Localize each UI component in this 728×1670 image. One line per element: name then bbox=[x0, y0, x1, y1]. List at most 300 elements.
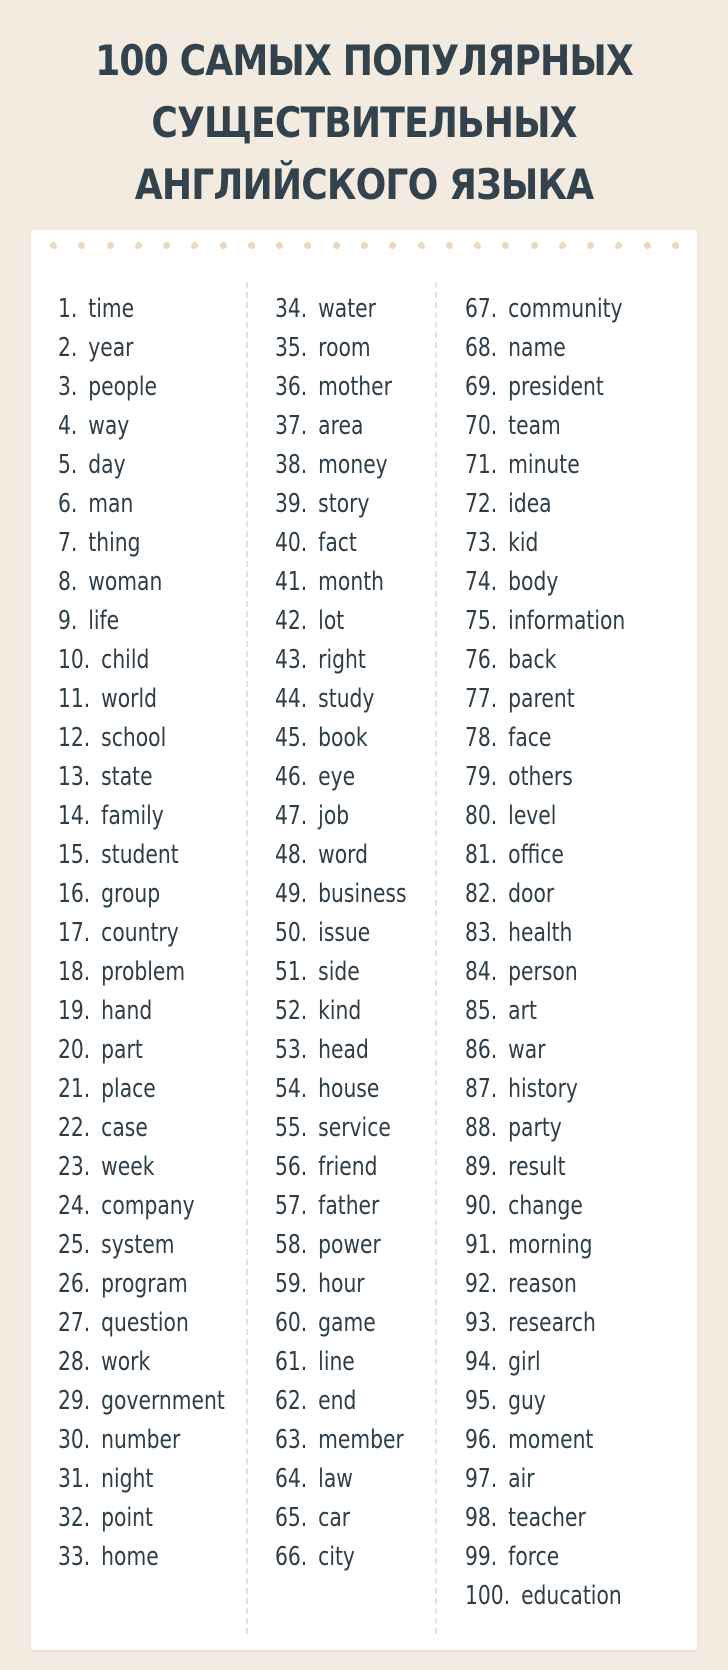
item-word: state bbox=[101, 762, 153, 792]
item-number: 28. bbox=[58, 1347, 91, 1377]
item-number: 12. bbox=[58, 723, 91, 753]
item-word: week bbox=[101, 1152, 155, 1182]
list-item bbox=[275, 914, 370, 953]
item-word: lot bbox=[318, 606, 345, 636]
list-item bbox=[58, 1382, 225, 1421]
list-item bbox=[465, 1226, 593, 1265]
item-number: 85. bbox=[465, 996, 498, 1026]
item-number: 30. bbox=[58, 1425, 91, 1455]
item-word: child bbox=[101, 645, 150, 675]
list-item bbox=[275, 1109, 391, 1148]
binding-hole bbox=[304, 242, 311, 249]
item-number: 16. bbox=[58, 879, 91, 909]
item-word: right bbox=[318, 645, 366, 675]
item-number: 3. bbox=[58, 372, 78, 402]
item-word: hand bbox=[101, 996, 153, 1026]
list-item bbox=[465, 368, 604, 407]
item-number: 46. bbox=[275, 762, 308, 792]
list-item bbox=[465, 875, 554, 914]
list-item bbox=[465, 1187, 583, 1226]
list-item bbox=[465, 602, 625, 641]
item-number: 43. bbox=[275, 645, 308, 675]
item-word: system bbox=[101, 1230, 175, 1260]
item-number: 76. bbox=[465, 645, 498, 675]
item-word: mother bbox=[318, 372, 392, 402]
binding-holes bbox=[31, 242, 697, 254]
list-item bbox=[58, 992, 152, 1031]
item-word: book bbox=[318, 723, 368, 753]
list-item bbox=[275, 1304, 376, 1343]
item-number: 56. bbox=[275, 1152, 308, 1182]
item-word: way bbox=[88, 411, 130, 441]
item-number: 71. bbox=[465, 450, 498, 480]
item-number: 14. bbox=[58, 801, 91, 831]
list-item bbox=[275, 1382, 356, 1421]
item-word: question bbox=[101, 1308, 189, 1338]
item-number: 97. bbox=[465, 1464, 498, 1494]
item-number: 100. bbox=[465, 1581, 511, 1611]
item-word: number bbox=[101, 1425, 181, 1455]
item-word: job bbox=[318, 801, 350, 831]
item-word: business bbox=[318, 879, 407, 909]
list-item bbox=[465, 329, 566, 368]
item-number: 69. bbox=[465, 372, 498, 402]
item-word: law bbox=[318, 1464, 353, 1494]
item-number: 48. bbox=[275, 840, 308, 870]
item-number: 65. bbox=[275, 1503, 308, 1533]
item-word: word bbox=[318, 840, 369, 870]
item-word: education bbox=[521, 1581, 622, 1611]
item-word: guy bbox=[508, 1386, 546, 1416]
item-number: 11. bbox=[58, 684, 91, 714]
list-item bbox=[465, 524, 538, 563]
list-item bbox=[275, 329, 371, 368]
item-number: 81. bbox=[465, 840, 498, 870]
item-word: name bbox=[508, 333, 566, 363]
list-item bbox=[465, 1382, 546, 1421]
item-number: 78. bbox=[465, 723, 498, 753]
item-number: 9. bbox=[58, 606, 78, 636]
item-word: night bbox=[101, 1464, 154, 1494]
item-word: world bbox=[101, 684, 158, 714]
item-word: country bbox=[101, 918, 179, 948]
list-item bbox=[465, 1421, 593, 1460]
item-number: 95. bbox=[465, 1386, 498, 1416]
item-word: party bbox=[508, 1113, 562, 1143]
list-item bbox=[465, 1148, 566, 1187]
list-item bbox=[275, 1148, 377, 1187]
list-item bbox=[58, 836, 179, 875]
item-number: 42. bbox=[275, 606, 308, 636]
item-number: 24. bbox=[58, 1191, 91, 1221]
list-item bbox=[465, 953, 578, 992]
list-item bbox=[275, 602, 344, 641]
item-word: room bbox=[318, 333, 371, 363]
list-item bbox=[58, 641, 149, 680]
list-item bbox=[465, 290, 623, 329]
item-word: end bbox=[318, 1386, 357, 1416]
binding-hole bbox=[248, 242, 255, 249]
item-word: war bbox=[508, 1035, 546, 1065]
item-word: year bbox=[88, 333, 134, 363]
item-number: 84. bbox=[465, 957, 498, 987]
item-number: 19. bbox=[58, 996, 91, 1026]
list-item bbox=[58, 290, 134, 329]
list-item bbox=[58, 914, 179, 953]
list-item bbox=[275, 680, 374, 719]
notepad-sheet bbox=[31, 230, 697, 1650]
list-item bbox=[275, 1421, 404, 1460]
list-item bbox=[275, 1031, 369, 1070]
item-number: 5. bbox=[58, 450, 78, 480]
list-item bbox=[275, 407, 363, 446]
list-item bbox=[465, 407, 561, 446]
list-item bbox=[58, 407, 129, 446]
item-word: face bbox=[508, 723, 552, 753]
item-word: home bbox=[101, 1542, 159, 1572]
binding-hole bbox=[50, 242, 57, 249]
list-item bbox=[58, 446, 126, 485]
item-word: change bbox=[508, 1191, 583, 1221]
item-word: air bbox=[508, 1464, 535, 1494]
list-item bbox=[58, 1499, 153, 1538]
binding-hole bbox=[474, 242, 481, 249]
item-word: work bbox=[101, 1347, 151, 1377]
list-item bbox=[465, 914, 572, 953]
item-number: 33. bbox=[58, 1542, 91, 1572]
list-item bbox=[275, 368, 392, 407]
item-number: 86. bbox=[465, 1035, 498, 1065]
list-item bbox=[465, 1304, 596, 1343]
list-item bbox=[275, 641, 366, 680]
item-word: study bbox=[318, 684, 375, 714]
item-number: 20. bbox=[58, 1035, 91, 1065]
binding-hole bbox=[502, 242, 509, 249]
item-number: 70. bbox=[465, 411, 498, 441]
list-item bbox=[465, 1499, 586, 1538]
list-item bbox=[275, 485, 369, 524]
list-item bbox=[58, 1226, 175, 1265]
item-word: issue bbox=[318, 918, 371, 948]
item-number: 39. bbox=[275, 489, 308, 519]
item-number: 26. bbox=[58, 1269, 91, 1299]
item-number: 54. bbox=[275, 1074, 308, 1104]
item-word: parent bbox=[508, 684, 575, 714]
item-word: school bbox=[101, 723, 167, 753]
list-item bbox=[58, 680, 157, 719]
binding-hole bbox=[559, 242, 566, 249]
item-word: community bbox=[508, 294, 623, 324]
item-word: thing bbox=[88, 528, 141, 558]
item-word: idea bbox=[508, 489, 552, 519]
item-word: minute bbox=[508, 450, 580, 480]
list-item bbox=[275, 1070, 379, 1109]
list-item bbox=[465, 797, 556, 836]
item-number: 91. bbox=[465, 1230, 498, 1260]
item-number: 21. bbox=[58, 1074, 91, 1104]
item-number: 67. bbox=[465, 294, 498, 324]
list-item bbox=[58, 719, 166, 758]
item-word: teacher bbox=[508, 1503, 586, 1533]
item-number: 41. bbox=[275, 567, 308, 597]
list-item bbox=[275, 1499, 350, 1538]
item-number: 45. bbox=[275, 723, 308, 753]
item-word: company bbox=[101, 1191, 195, 1221]
binding-hole bbox=[615, 242, 622, 249]
list-item bbox=[465, 992, 537, 1031]
item-word: game bbox=[318, 1308, 376, 1338]
page-title bbox=[0, 30, 728, 216]
item-number: 62. bbox=[275, 1386, 308, 1416]
list-item bbox=[465, 446, 580, 485]
list-item bbox=[465, 719, 551, 758]
item-word: body bbox=[508, 567, 559, 597]
list-item bbox=[58, 875, 160, 914]
item-number: 94. bbox=[465, 1347, 498, 1377]
item-word: back bbox=[508, 645, 557, 675]
list-item bbox=[275, 797, 349, 836]
item-number: 58. bbox=[275, 1230, 308, 1260]
list-item bbox=[465, 1109, 562, 1148]
item-word: service bbox=[318, 1113, 391, 1143]
item-word: program bbox=[101, 1269, 188, 1299]
item-number: 66. bbox=[275, 1542, 308, 1572]
list-item bbox=[58, 1421, 180, 1460]
item-word: city bbox=[318, 1542, 355, 1572]
item-word: line bbox=[318, 1347, 355, 1377]
item-number: 4. bbox=[58, 411, 78, 441]
item-word: group bbox=[101, 879, 161, 909]
item-word: side bbox=[318, 957, 360, 987]
binding-hole bbox=[587, 242, 594, 249]
item-number: 23. bbox=[58, 1152, 91, 1182]
item-number: 40. bbox=[275, 528, 308, 558]
column-divider-2 bbox=[435, 282, 437, 1634]
item-number: 63. bbox=[275, 1425, 308, 1455]
item-number: 7. bbox=[58, 528, 78, 558]
item-number: 50. bbox=[275, 918, 308, 948]
item-number: 75. bbox=[465, 606, 498, 636]
item-number: 60. bbox=[275, 1308, 308, 1338]
item-word: woman bbox=[88, 567, 163, 597]
item-word: place bbox=[101, 1074, 156, 1104]
item-number: 17. bbox=[58, 918, 91, 948]
item-number: 57. bbox=[275, 1191, 308, 1221]
title-line-1: 100 САМЫХ ПОПУЛЯРНЫХ bbox=[95, 36, 633, 85]
binding-hole bbox=[135, 242, 142, 249]
item-word: area bbox=[318, 411, 364, 441]
title-line-3: АНГЛИЙСКОГО ЯЗЫКА bbox=[134, 160, 594, 209]
binding-hole bbox=[446, 242, 453, 249]
item-number: 64. bbox=[275, 1464, 308, 1494]
list-item bbox=[275, 1265, 365, 1304]
list-item bbox=[58, 1265, 188, 1304]
item-word: power bbox=[318, 1230, 381, 1260]
list-item bbox=[58, 953, 185, 992]
list-item bbox=[58, 1031, 143, 1070]
list-item bbox=[275, 290, 376, 329]
binding-hole bbox=[163, 242, 170, 249]
item-number: 72. bbox=[465, 489, 498, 519]
item-number: 29. bbox=[58, 1386, 91, 1416]
item-word: father bbox=[318, 1191, 380, 1221]
list-item bbox=[275, 953, 360, 992]
item-word: information bbox=[508, 606, 626, 636]
item-number: 36. bbox=[275, 372, 308, 402]
item-number: 38. bbox=[275, 450, 308, 480]
item-word: car bbox=[318, 1503, 351, 1533]
list-item bbox=[58, 524, 140, 563]
list-item bbox=[58, 1109, 148, 1148]
column-divider-1 bbox=[246, 282, 248, 1634]
item-word: head bbox=[318, 1035, 369, 1065]
list-item bbox=[58, 602, 119, 641]
list-item bbox=[58, 1460, 153, 1499]
item-number: 34. bbox=[275, 294, 308, 324]
item-number: 88. bbox=[465, 1113, 498, 1143]
item-word: money bbox=[318, 450, 388, 480]
item-word: story bbox=[318, 489, 370, 519]
item-number: 90. bbox=[465, 1191, 498, 1221]
item-word: case bbox=[101, 1113, 148, 1143]
list-item bbox=[58, 368, 157, 407]
item-number: 35. bbox=[275, 333, 308, 363]
list-item bbox=[275, 758, 355, 797]
list-item bbox=[465, 1538, 559, 1577]
list-item bbox=[58, 563, 162, 602]
item-number: 37. bbox=[275, 411, 308, 441]
list-item bbox=[58, 1343, 150, 1382]
item-word: problem bbox=[101, 957, 186, 987]
item-number: 59. bbox=[275, 1269, 308, 1299]
item-word: house bbox=[318, 1074, 380, 1104]
item-number: 49. bbox=[275, 879, 308, 909]
list-item bbox=[275, 836, 368, 875]
list-item bbox=[58, 485, 133, 524]
list-item bbox=[465, 1577, 622, 1616]
item-number: 79. bbox=[465, 762, 498, 792]
item-word: research bbox=[508, 1308, 596, 1338]
item-word: eye bbox=[318, 762, 356, 792]
item-word: member bbox=[318, 1425, 404, 1455]
item-word: part bbox=[101, 1035, 143, 1065]
binding-hole bbox=[333, 242, 340, 249]
item-word: team bbox=[508, 411, 561, 441]
list-item bbox=[275, 524, 357, 563]
binding-hole bbox=[531, 242, 538, 249]
item-word: day bbox=[88, 450, 126, 480]
item-number: 32. bbox=[58, 1503, 91, 1533]
list-item bbox=[275, 1538, 355, 1577]
item-number: 74. bbox=[465, 567, 498, 597]
list-item bbox=[465, 1265, 577, 1304]
item-word: door bbox=[508, 879, 555, 909]
item-word: fact bbox=[318, 528, 357, 558]
item-number: 2. bbox=[58, 333, 78, 363]
binding-hole bbox=[276, 242, 283, 249]
item-word: moment bbox=[508, 1425, 594, 1455]
item-number: 99. bbox=[465, 1542, 498, 1572]
item-word: kid bbox=[508, 528, 539, 558]
item-word: level bbox=[508, 801, 557, 831]
binding-hole bbox=[418, 242, 425, 249]
item-word: man bbox=[88, 489, 134, 519]
binding-hole bbox=[107, 242, 114, 249]
binding-hole bbox=[361, 242, 368, 249]
item-number: 82. bbox=[465, 879, 498, 909]
binding-hole bbox=[644, 242, 651, 249]
item-number: 55. bbox=[275, 1113, 308, 1143]
item-word: result bbox=[508, 1152, 566, 1182]
list-item bbox=[58, 797, 164, 836]
item-number: 93. bbox=[465, 1308, 498, 1338]
item-word: others bbox=[508, 762, 573, 792]
item-word: life bbox=[88, 606, 120, 636]
item-word: girl bbox=[508, 1347, 541, 1377]
list-item bbox=[275, 992, 361, 1031]
list-item bbox=[275, 1187, 379, 1226]
title-line-2: СУЩЕСТВИТЕЛЬНЫХ bbox=[151, 98, 577, 147]
item-number: 52. bbox=[275, 996, 308, 1026]
item-word: friend bbox=[318, 1152, 378, 1182]
item-word: hour bbox=[318, 1269, 365, 1299]
list-item bbox=[58, 1304, 189, 1343]
item-number: 89. bbox=[465, 1152, 498, 1182]
list-item bbox=[465, 1343, 541, 1382]
item-number: 6. bbox=[58, 489, 78, 519]
item-number: 47. bbox=[275, 801, 308, 831]
list-item bbox=[465, 641, 556, 680]
item-number: 98. bbox=[465, 1503, 498, 1533]
item-number: 8. bbox=[58, 567, 78, 597]
item-number: 1. bbox=[58, 294, 78, 324]
list-item bbox=[275, 875, 407, 914]
item-word: family bbox=[101, 801, 164, 831]
binding-hole bbox=[191, 242, 198, 249]
item-word: history bbox=[508, 1074, 578, 1104]
item-number: 61. bbox=[275, 1347, 308, 1377]
item-number: 25. bbox=[58, 1230, 91, 1260]
list-item bbox=[275, 1460, 353, 1499]
item-number: 22. bbox=[58, 1113, 91, 1143]
item-word: student bbox=[101, 840, 179, 870]
list-item bbox=[275, 563, 384, 602]
item-number: 31. bbox=[58, 1464, 91, 1494]
list-item bbox=[465, 1460, 535, 1499]
item-word: reason bbox=[508, 1269, 577, 1299]
list-item bbox=[465, 680, 575, 719]
item-word: president bbox=[508, 372, 604, 402]
item-word: morning bbox=[508, 1230, 593, 1260]
list-item bbox=[58, 1148, 154, 1187]
item-number: 51. bbox=[275, 957, 308, 987]
binding-hole bbox=[389, 242, 396, 249]
item-number: 96. bbox=[465, 1425, 498, 1455]
binding-hole bbox=[78, 242, 85, 249]
list-item bbox=[275, 446, 388, 485]
item-number: 77. bbox=[465, 684, 498, 714]
item-word: month bbox=[318, 567, 385, 597]
item-number: 27. bbox=[58, 1308, 91, 1338]
list-item bbox=[465, 1031, 546, 1070]
item-number: 18. bbox=[58, 957, 91, 987]
item-number: 83. bbox=[465, 918, 498, 948]
item-number: 15. bbox=[58, 840, 91, 870]
list-item bbox=[58, 1187, 195, 1226]
list-item bbox=[465, 563, 558, 602]
list-item bbox=[58, 1070, 156, 1109]
list-item bbox=[275, 1343, 355, 1382]
